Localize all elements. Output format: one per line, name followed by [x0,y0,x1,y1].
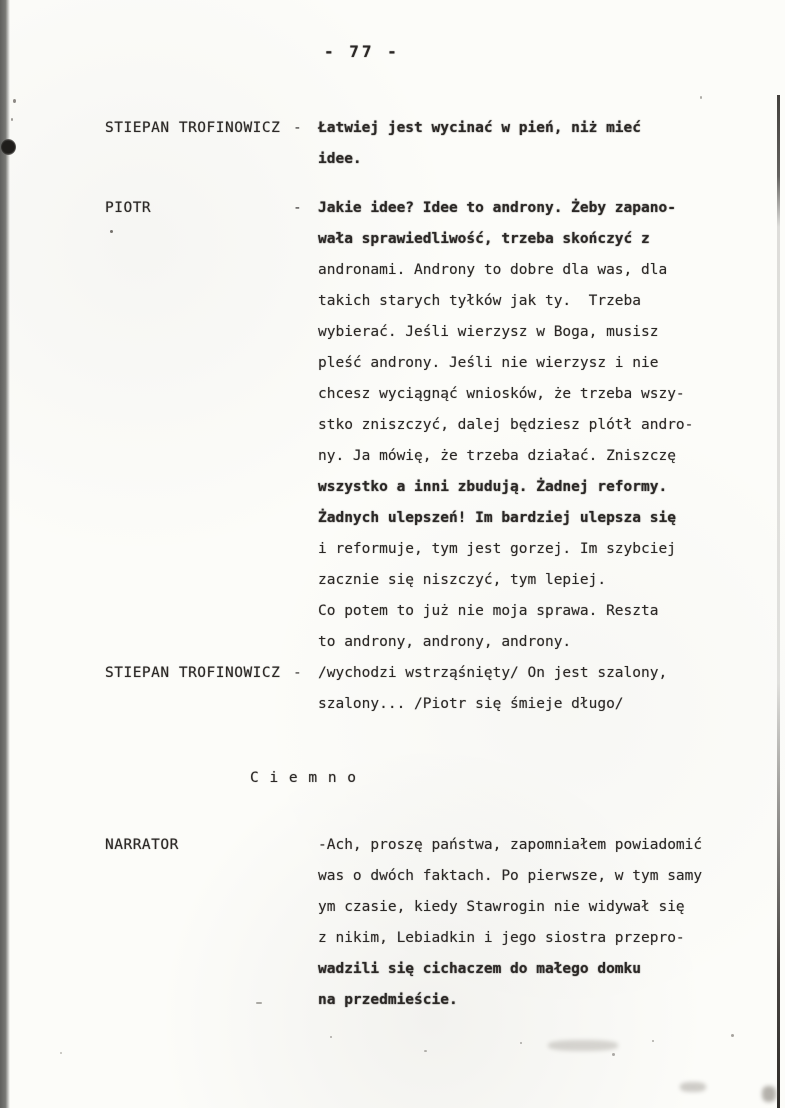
dialogue-line: stko zniszczyć, dalej będziesz plótł andro- [318,417,694,433]
dialogue-line: i reformuje, tym jest gorzej. Im szybciej [318,541,676,557]
dialogue-dash: - [293,665,302,681]
scan-speckle [612,1053,615,1056]
dialogue-line: pleść androny. Jeśli nie wierzysz i nie [318,355,659,371]
dialogue-lines [318,193,785,658]
speaker-name: STIEPAN TROFINOWICZ [105,120,281,136]
scan-speckle [520,1042,522,1044]
dialogue-line: Jakie idee? Idee to androny. Żeby zapano- [318,200,676,216]
scan-speckle [330,1036,332,1038]
speaker-name: PIOTR [105,200,152,216]
stage-direction-text: C i e m n o [250,770,358,786]
dialogue-block [0,658,785,720]
dialogue-dash: - [293,200,302,216]
dialogue-line: wszystko a inni zbudują. Żadnej reformy. [318,479,668,495]
dialogue-line: was o dwóch faktach. Po pierwsze, w tym samy [318,868,703,884]
scan-smudge [548,1040,618,1051]
scan-speckle [11,118,13,121]
scan-speckle [652,1040,654,1042]
dialogue-lines [318,658,785,720]
scan-smudge [680,1082,706,1092]
scan-speckle [60,1052,62,1054]
dialogue-line: to androny, androny, androny. [318,634,572,650]
speaker-name: STIEPAN TROFINOWICZ [105,665,281,681]
dialogue-line: wała sprawiedliwość, trzeba skończyć z [318,231,650,247]
scan-speckle [256,1002,262,1004]
script-body [0,113,785,1016]
scan-speckle [424,1050,427,1052]
speaker-name: NARRATOR [105,837,179,853]
scan-speckle [110,230,113,233]
scan-speckle [731,1034,734,1037]
dialogue-line: takich starych tyłków jak ty. Trzeba [318,293,642,309]
dialogue-dash: - [293,120,302,136]
dialogue-line: /wychodzi wstrząśnięty/ On jest szalony, [318,665,668,681]
dialogue-line: chcesz wyciągnąć wniosków, że trzeba wszy- [318,386,685,402]
dialogue-line: idee. [318,151,362,167]
dialogue-line: szalony... /Piotr się śmieje długo/ [318,696,624,712]
scan-speckle [700,96,702,99]
scan-smudge [762,1086,776,1102]
dialogue-lines [318,113,785,175]
dialogue-line: -Ach, proszę państwa, zapomniałem powiadomić [318,837,703,853]
page-number: - 77 - [324,42,400,61]
dialogue-line: na przedmieście. [318,992,458,1008]
stage-direction-block [0,763,785,794]
scan-speckle [13,99,16,103]
dialogue-line: andronami. Androny to dobre dla was, dla [318,262,668,278]
dialogue-line: Łatwiej jest wycinać w pień, niż mieć [318,120,642,136]
dialogue-line: z nikim, Lebiadkin i jego siostra przepro- [318,930,685,946]
dialogue-line: zacznie się niszczyć, tym lepiej. [318,572,607,588]
dialogue-line: Żadnych ulepszeń! Im bardziej ulepsza się [318,510,676,526]
dialogue-line: wadzili się cichaczem do małego domku [318,961,642,977]
dialogue-line: Co potem to już nie moja sprawa. Reszta [318,603,659,619]
dialogue-block [0,830,785,1016]
dialogue-block [0,193,785,658]
dialogue-lines [318,830,785,1016]
dialogue-line: ym czasie, kiedy Stawrogin nie widywał się [318,899,685,915]
dialogue-line: ny. Ja mówię, że trzeba działać. Zniszczę [318,448,676,464]
dialogue-block [0,113,785,175]
dialogue-line: wybierać. Jeśli wierzysz w Boga, musisz [318,324,659,340]
